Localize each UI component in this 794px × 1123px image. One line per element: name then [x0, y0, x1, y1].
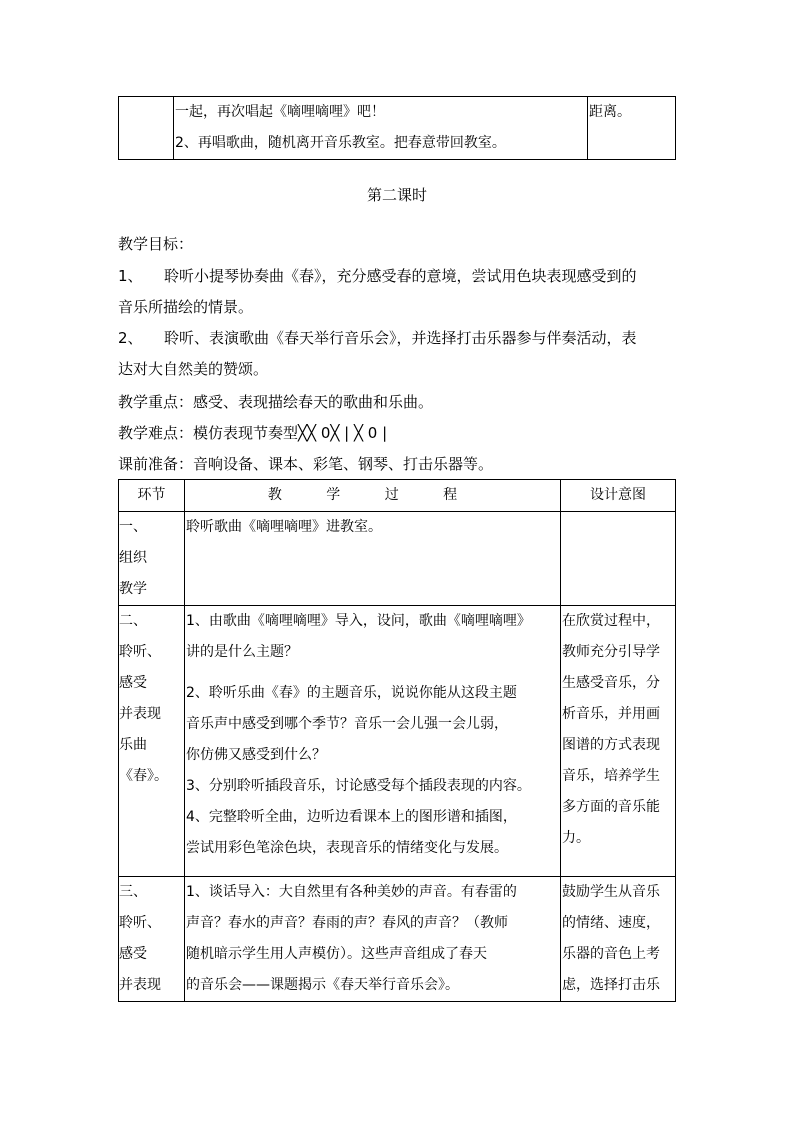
process-cell: [174, 97, 588, 160]
goals-heading: 教学目标：: [118, 235, 194, 253]
intent-line: 虑，选择打击乐: [562, 977, 660, 993]
lesson-table: [118, 479, 676, 1002]
intent-cell: [561, 877, 676, 1002]
intent-cell: [561, 606, 676, 877]
header-process: [185, 480, 561, 512]
intent-line: 析音乐，并用画: [562, 706, 660, 722]
intent-cell: [561, 512, 676, 606]
difficulty: 教学难点：模仿表现节奏型╳╳ 0╳ | ╳ 0 |: [118, 424, 388, 442]
stage-line: 感受: [119, 946, 147, 962]
goal-text: 聆听、表演歌曲《春天举行音乐会》，并选择打击乐器参与伴奏活动，表: [164, 329, 637, 347]
stage-line: 组织: [119, 550, 147, 566]
process-gap: [186, 668, 559, 678]
process-line: 讲的是什么主题？: [186, 644, 298, 660]
process-line: 声音？春水的声音？春雨的声？春风的声音？（教师: [186, 915, 508, 931]
intent-line: 鼓励学生从音乐: [562, 884, 660, 900]
process-cell: [185, 512, 561, 606]
intent-cell: [588, 97, 676, 160]
stage-line: 聆听、: [119, 644, 161, 660]
goal-item-1-cont: 音乐所描绘的情景。: [118, 298, 254, 316]
stage-line: 乐曲: [119, 737, 147, 753]
lesson-table-continued: [118, 96, 676, 160]
process-line: 聆听歌曲《嘀哩嘀哩》进教室。: [186, 519, 382, 535]
process-line: 随机暗示学生用人声模仿）。这些声音组成了春天: [186, 946, 487, 962]
header-intent: 设计意图: [561, 480, 676, 512]
table-row: [119, 97, 676, 160]
header-stage: 环节: [119, 480, 185, 512]
process-line: 2、聆听乐曲《春》的主题音乐，说说你能从这段主题: [186, 685, 517, 701]
intent-line: 的情绪、速度，: [562, 915, 660, 931]
intent-line: 在欣赏过程中，: [562, 613, 660, 629]
stage-cell: [119, 606, 185, 877]
stage-line: 感受: [119, 675, 147, 691]
table-row: [119, 877, 676, 1002]
stage-line: 教学: [119, 581, 147, 597]
stage-cell: [119, 97, 174, 160]
stage-line: 《春》。: [119, 768, 168, 784]
stage-line: 三、: [119, 884, 147, 900]
process-line: 尝试用彩色笔涂色块，表现音乐的情绪变化与发展。: [186, 840, 508, 856]
intent-line: 多方面的音乐能: [562, 799, 660, 815]
process-cell: [185, 877, 561, 1002]
goal-number: 1、: [118, 267, 143, 285]
goal-number: 2、: [118, 329, 143, 347]
process-line: 1、谈话导入：大自然里有各种美妙的声音。有春雷的: [186, 884, 517, 900]
intent-line: 力。: [562, 830, 590, 846]
intent-line: 音乐，培养学生: [562, 768, 660, 784]
stage-line: 并表现: [119, 977, 161, 993]
stage-line: 聆听、: [119, 915, 161, 931]
process-line: 3、分别聆听插段音乐，讨论感受每个插段表现的内容。: [186, 778, 531, 794]
process-line: 一起，再次唱起《嘀哩嘀哩》吧！: [175, 104, 385, 120]
goal-text: 聆听小提琴协奏曲《春》，充分感受春的意境，尝试用色块表现感受到的: [164, 267, 637, 285]
table-row: [119, 606, 676, 877]
goal-item-1: [118, 261, 678, 292]
header-process-label: 教 学 过 程: [267, 487, 478, 503]
process-line: 4、完整聆听全曲，边听边看课本上的图形谱和插图，: [186, 809, 517, 825]
process-line: 的音乐会——课题揭示《春天举行音乐会》。: [186, 977, 459, 993]
intent-line: 乐器的音色上考: [562, 946, 660, 962]
stage-cell: [119, 512, 185, 606]
table-header-row: [119, 480, 676, 512]
goal-item-2: [118, 323, 678, 354]
intent-line: 教师充分引导学: [562, 644, 660, 660]
process-line: 你仿佛又感受到什么？: [186, 747, 326, 763]
process-line: 2、再唱歌曲，随机离开音乐教室。把春意带回教室。: [175, 135, 506, 151]
process-line: 1、由歌曲《嘀哩嘀哩》导入，设问，歌曲《嘀哩嘀哩》: [186, 613, 531, 629]
intent-line: 距离。: [589, 104, 631, 120]
goal-item-2-cont: 达对大自然美的赞颂。: [118, 360, 269, 378]
section-title: 第二课时: [366, 186, 427, 204]
intent-line: 生感受音乐，分: [562, 675, 660, 691]
process-cell: [185, 606, 561, 877]
key-point: 教学重点：感受、表现描绘春天的歌曲和乐曲。: [118, 393, 434, 411]
stage-line: 一、: [119, 519, 147, 535]
stage-cell: [119, 877, 185, 1002]
stage-line: 并表现: [119, 706, 161, 722]
stage-line: 二、: [119, 613, 147, 629]
preparation: 课前准备：音响设备、课本、彩笔、钢琴、打击乐器等。: [118, 455, 494, 473]
table-row: [119, 512, 676, 606]
intent-line: 图谱的方式表现: [562, 737, 660, 753]
process-line: 音乐声中感受到哪个季节？音乐一会儿强一会儿弱，: [186, 716, 508, 732]
